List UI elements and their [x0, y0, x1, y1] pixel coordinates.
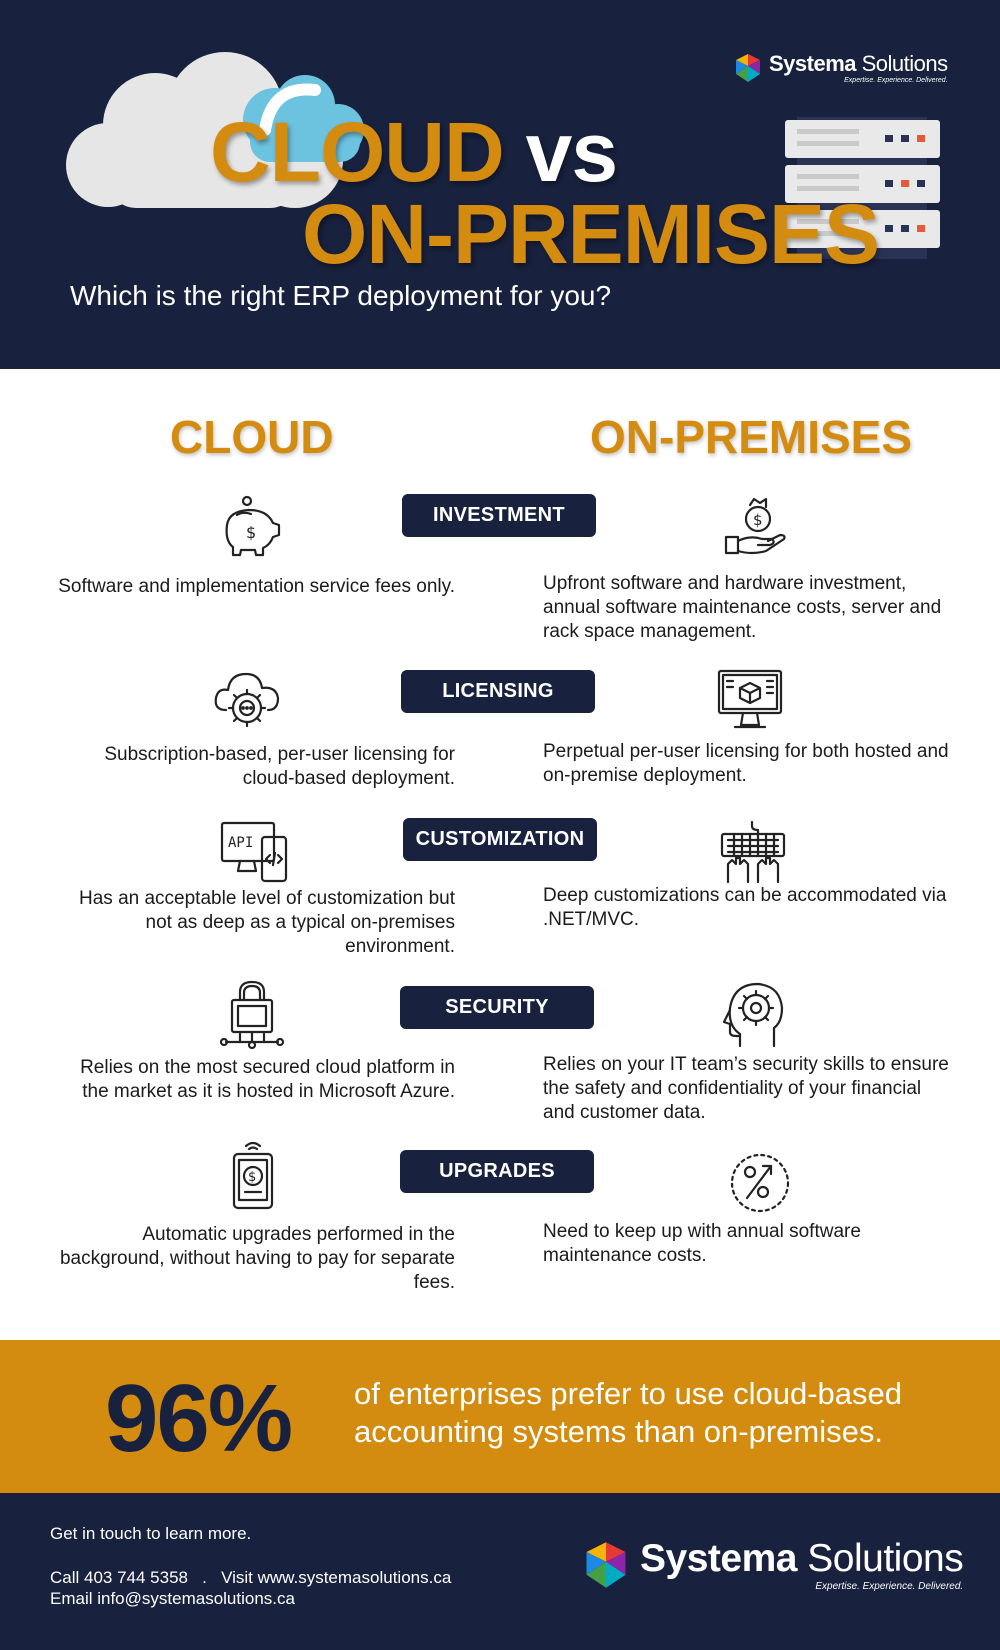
row-label-licensing: LICENSING — [401, 670, 595, 713]
row-label-upgrades: UPGRADES — [400, 1150, 594, 1193]
brand-tagline: Expertise. Experience. Delivered. — [815, 1580, 964, 1592]
footer-logo[interactable] — [580, 1537, 963, 1593]
cloud-upgrades-text: Automatic upgrades performed in the background, without having to pay for separate fees. — [59, 1224, 455, 1293]
title-vs: vs — [525, 105, 618, 199]
onprem-investment-text: Upfront software and hardware investment, annual software maintenance costs, server and rack space management. — [543, 573, 942, 642]
column-heading-onprem: ON-PREMISES — [590, 411, 913, 463]
hero-subtitle: Which is the right ERP deployment for you? — [70, 280, 612, 311]
cloud-licensing-text: Subscription-based, per-user licensing for cloud-based deployment. — [104, 744, 455, 789]
footer-cta: Get in touch to learn more. — [50, 1524, 252, 1543]
systema-logo-icon — [732, 52, 764, 84]
svg-text:$: $ — [248, 1170, 257, 1185]
head-gear-icon — [720, 980, 790, 1050]
keyboard-hands-icon — [718, 820, 788, 890]
stat-value: 96% — [105, 1365, 292, 1472]
onprem-licensing-text: Perpetual per-user licensing for both hosted and on-premise deployment. — [543, 741, 949, 786]
mobile-payment-icon — [218, 1140, 288, 1210]
brand-name-regular: Solutions — [796, 1536, 964, 1580]
header-logo[interactable] — [732, 52, 948, 84]
brand-name-bold: Systema — [640, 1536, 797, 1580]
cloud-investment-text: Software and implementation service fees only. — [58, 576, 455, 597]
systema-logo-icon — [580, 1537, 632, 1593]
footer-contact-line[interactable]: Call 403 744 5358 . Visit www.systemasolutions.ca — [50, 1568, 452, 1587]
stat-text: of enterprises prefer to use cloud-based accounting systems than on-premises. — [354, 1376, 902, 1449]
cloud-gear-icon — [212, 664, 282, 734]
svg-text:$: $ — [246, 523, 257, 542]
piggy-bank-icon — [215, 495, 285, 565]
row-label-investment: INVESTMENT — [402, 494, 596, 537]
api-devices-icon — [220, 819, 290, 889]
onprem-security-text: Relies on your IT team’s security skills to ensure the safety and confidentiality of your financial and customer data. — [543, 1054, 949, 1123]
brand-name-regular: Solutions — [856, 50, 948, 76]
brand-name-bold: Systema — [769, 50, 857, 76]
footer-email-line[interactable]: Email info@systemasolutions.ca — [50, 1589, 295, 1608]
percent-circle-icon — [725, 1148, 795, 1218]
title-onprem: ON-PREMISES — [302, 187, 880, 281]
padlock-network-icon — [218, 980, 288, 1050]
monitor-box-icon — [715, 665, 785, 735]
svg-text:$: $ — [753, 511, 763, 529]
money-bag-hand-icon — [722, 495, 792, 565]
hero-banner — [0, 0, 1000, 369]
cloud-security-text: Relies on the most secured cloud platform in the market as it is hosted in Microsoft Azure. — [80, 1057, 455, 1102]
row-label-security: SECURITY — [400, 986, 594, 1029]
cloud-customization-text: Has an acceptable level of customization but not as deep as a typical on-premises environment. — [79, 888, 455, 957]
title-cloud: CLOUD — [210, 105, 504, 199]
brand-tagline: Expertise. Experience. Delivered. — [844, 76, 948, 84]
svg-text:API: API — [228, 835, 254, 851]
row-label-customization: CUSTOMIZATION — [403, 818, 597, 861]
column-heading-cloud: CLOUD — [170, 411, 334, 463]
onprem-upgrades-text: Need to keep up with annual software maintenance costs. — [543, 1221, 861, 1266]
onprem-customization-text: Deep customizations can be accommodated via .NET/MVC. — [543, 885, 947, 930]
